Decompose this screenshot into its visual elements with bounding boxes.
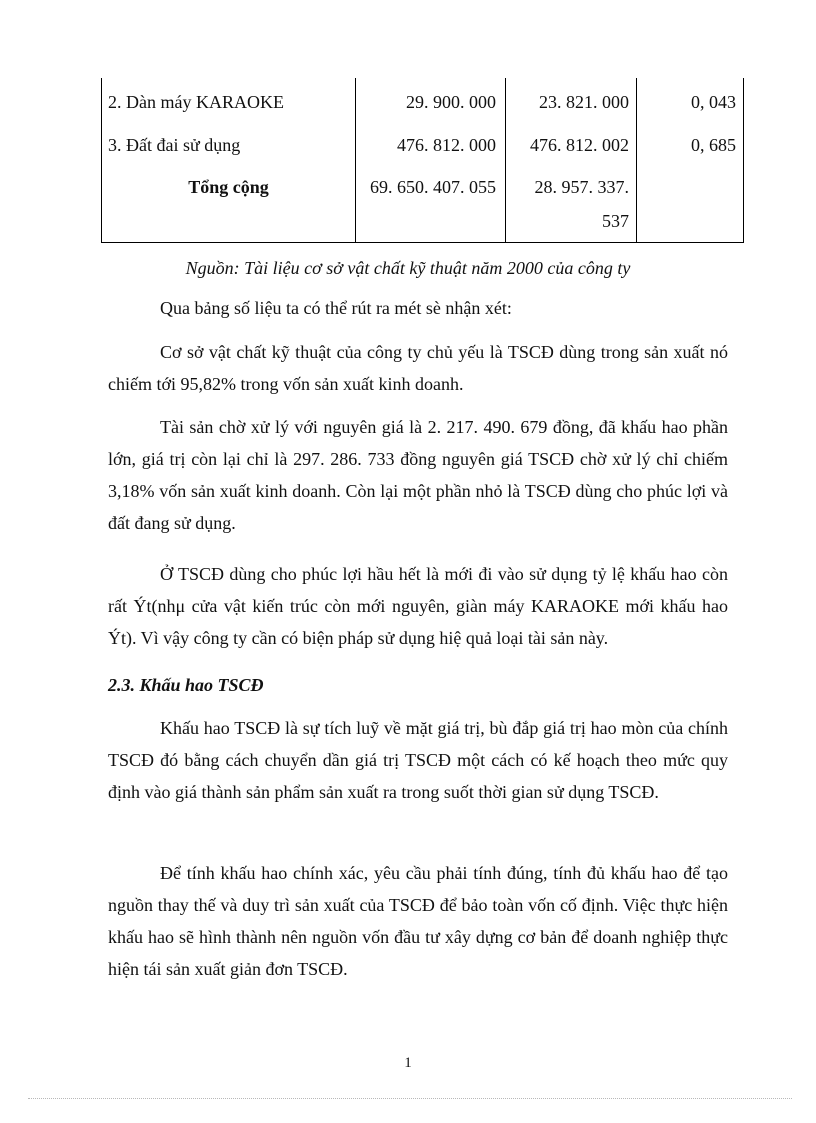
row-original-cost-karaoke: 29. 900. 000: [406, 92, 496, 112]
row-name-land: 3. Đất đai sử dụng: [108, 135, 241, 155]
paragraph-depreciation-definition: Khấu hao TSCĐ là sự tích luỹ về mặt giá trị, bù đắp giá trị hao mòn của chính TSCĐ đó bằng cách chuyển dần giá trị TSCĐ một cách có kế hoạch theo mức quy định vào giá thành sản phẩm sản xuất ra trong suốt thời gian sử dụng TSCĐ.: [108, 718, 728, 802]
total-remaining-value-line1: 28. 957. 337.: [534, 177, 629, 197]
paragraph-intro: Qua bảng số liệu ta có thể rút ra mét sè nhận xét:: [160, 298, 512, 318]
paragraph-welfare-assets: Ở TSCĐ dùng cho phúc lợi hầu hết là mới đi vào sử dụng tỷ lệ khấu hao còn rất Ýt(nhμ cửa vật kiến trúc còn mới nguyên, giàn máy KARAOKE mới khấu hao Ýt). Vì vậy công ty cần có biện pháp sử dụng hiệ quả loại tài sản này.: [108, 564, 728, 648]
row-remaining-value-karaoke: 23. 821. 000: [539, 92, 629, 112]
total-label: Tổng cộng: [188, 177, 269, 197]
row-ratio-karaoke: 0, 043: [691, 92, 736, 112]
source-caption: Nguồn: Tài liệu cơ sở vật chất kỹ thuật năm 2000 của công ty: [185, 258, 631, 278]
paragraph-pending-assets: Tài sản chờ xử lý với nguyên giá là 2. 217. 490. 679 đồng, đã khấu hao phần lớn, giá trị còn lại chỉ là 297. 286. 733 đồng nguyên giá TSCĐ chờ xử lý chỉ chiếm 3,18% vốn sản xuất kinh doanh. Còn lại một phần nhỏ là TSCĐ dùng cho phúc lợi và đất đang sử dụng.: [108, 417, 728, 533]
asset-table: [101, 78, 744, 243]
paragraph-tscd-share: Cơ sở vật chất kỹ thuật của công ty chủ yếu là TSCĐ dùng trong sản xuất nó chiếm tới 95,82% trong vốn sản xuất kinh doanh.: [108, 342, 728, 394]
row-original-cost-land: 476. 812. 000: [397, 135, 496, 155]
row-ratio-land: 0, 685: [691, 135, 736, 155]
section-heading: 2.3. Khấu hao TSCĐ: [108, 675, 264, 695]
paragraph-depreciation-requirement: Để tính khấu hao chính xác, yêu cầu phải tính đúng, tính đủ khấu hao để tạo nguồn thay thế và duy trì sản xuất của TSCĐ để bảo toàn vốn cố định. Việc thực hiện khấu hao sẽ hình thành nên nguồn vốn đầu tư xây dựng cơ bản để doanh nghiệp thực hiện tái sản xuất giản đơn TSCĐ.: [108, 863, 728, 979]
page-number: 1: [404, 1055, 412, 1071]
total-remaining-value-line2: 537: [602, 211, 629, 231]
total-original-cost: 69. 650. 407. 055: [370, 177, 496, 197]
row-name-karaoke: 2. Dàn máy KARAOKE: [108, 92, 284, 112]
row-remaining-value-land: 476. 812. 002: [530, 135, 629, 155]
page-bottom-divider: [28, 1098, 792, 1099]
